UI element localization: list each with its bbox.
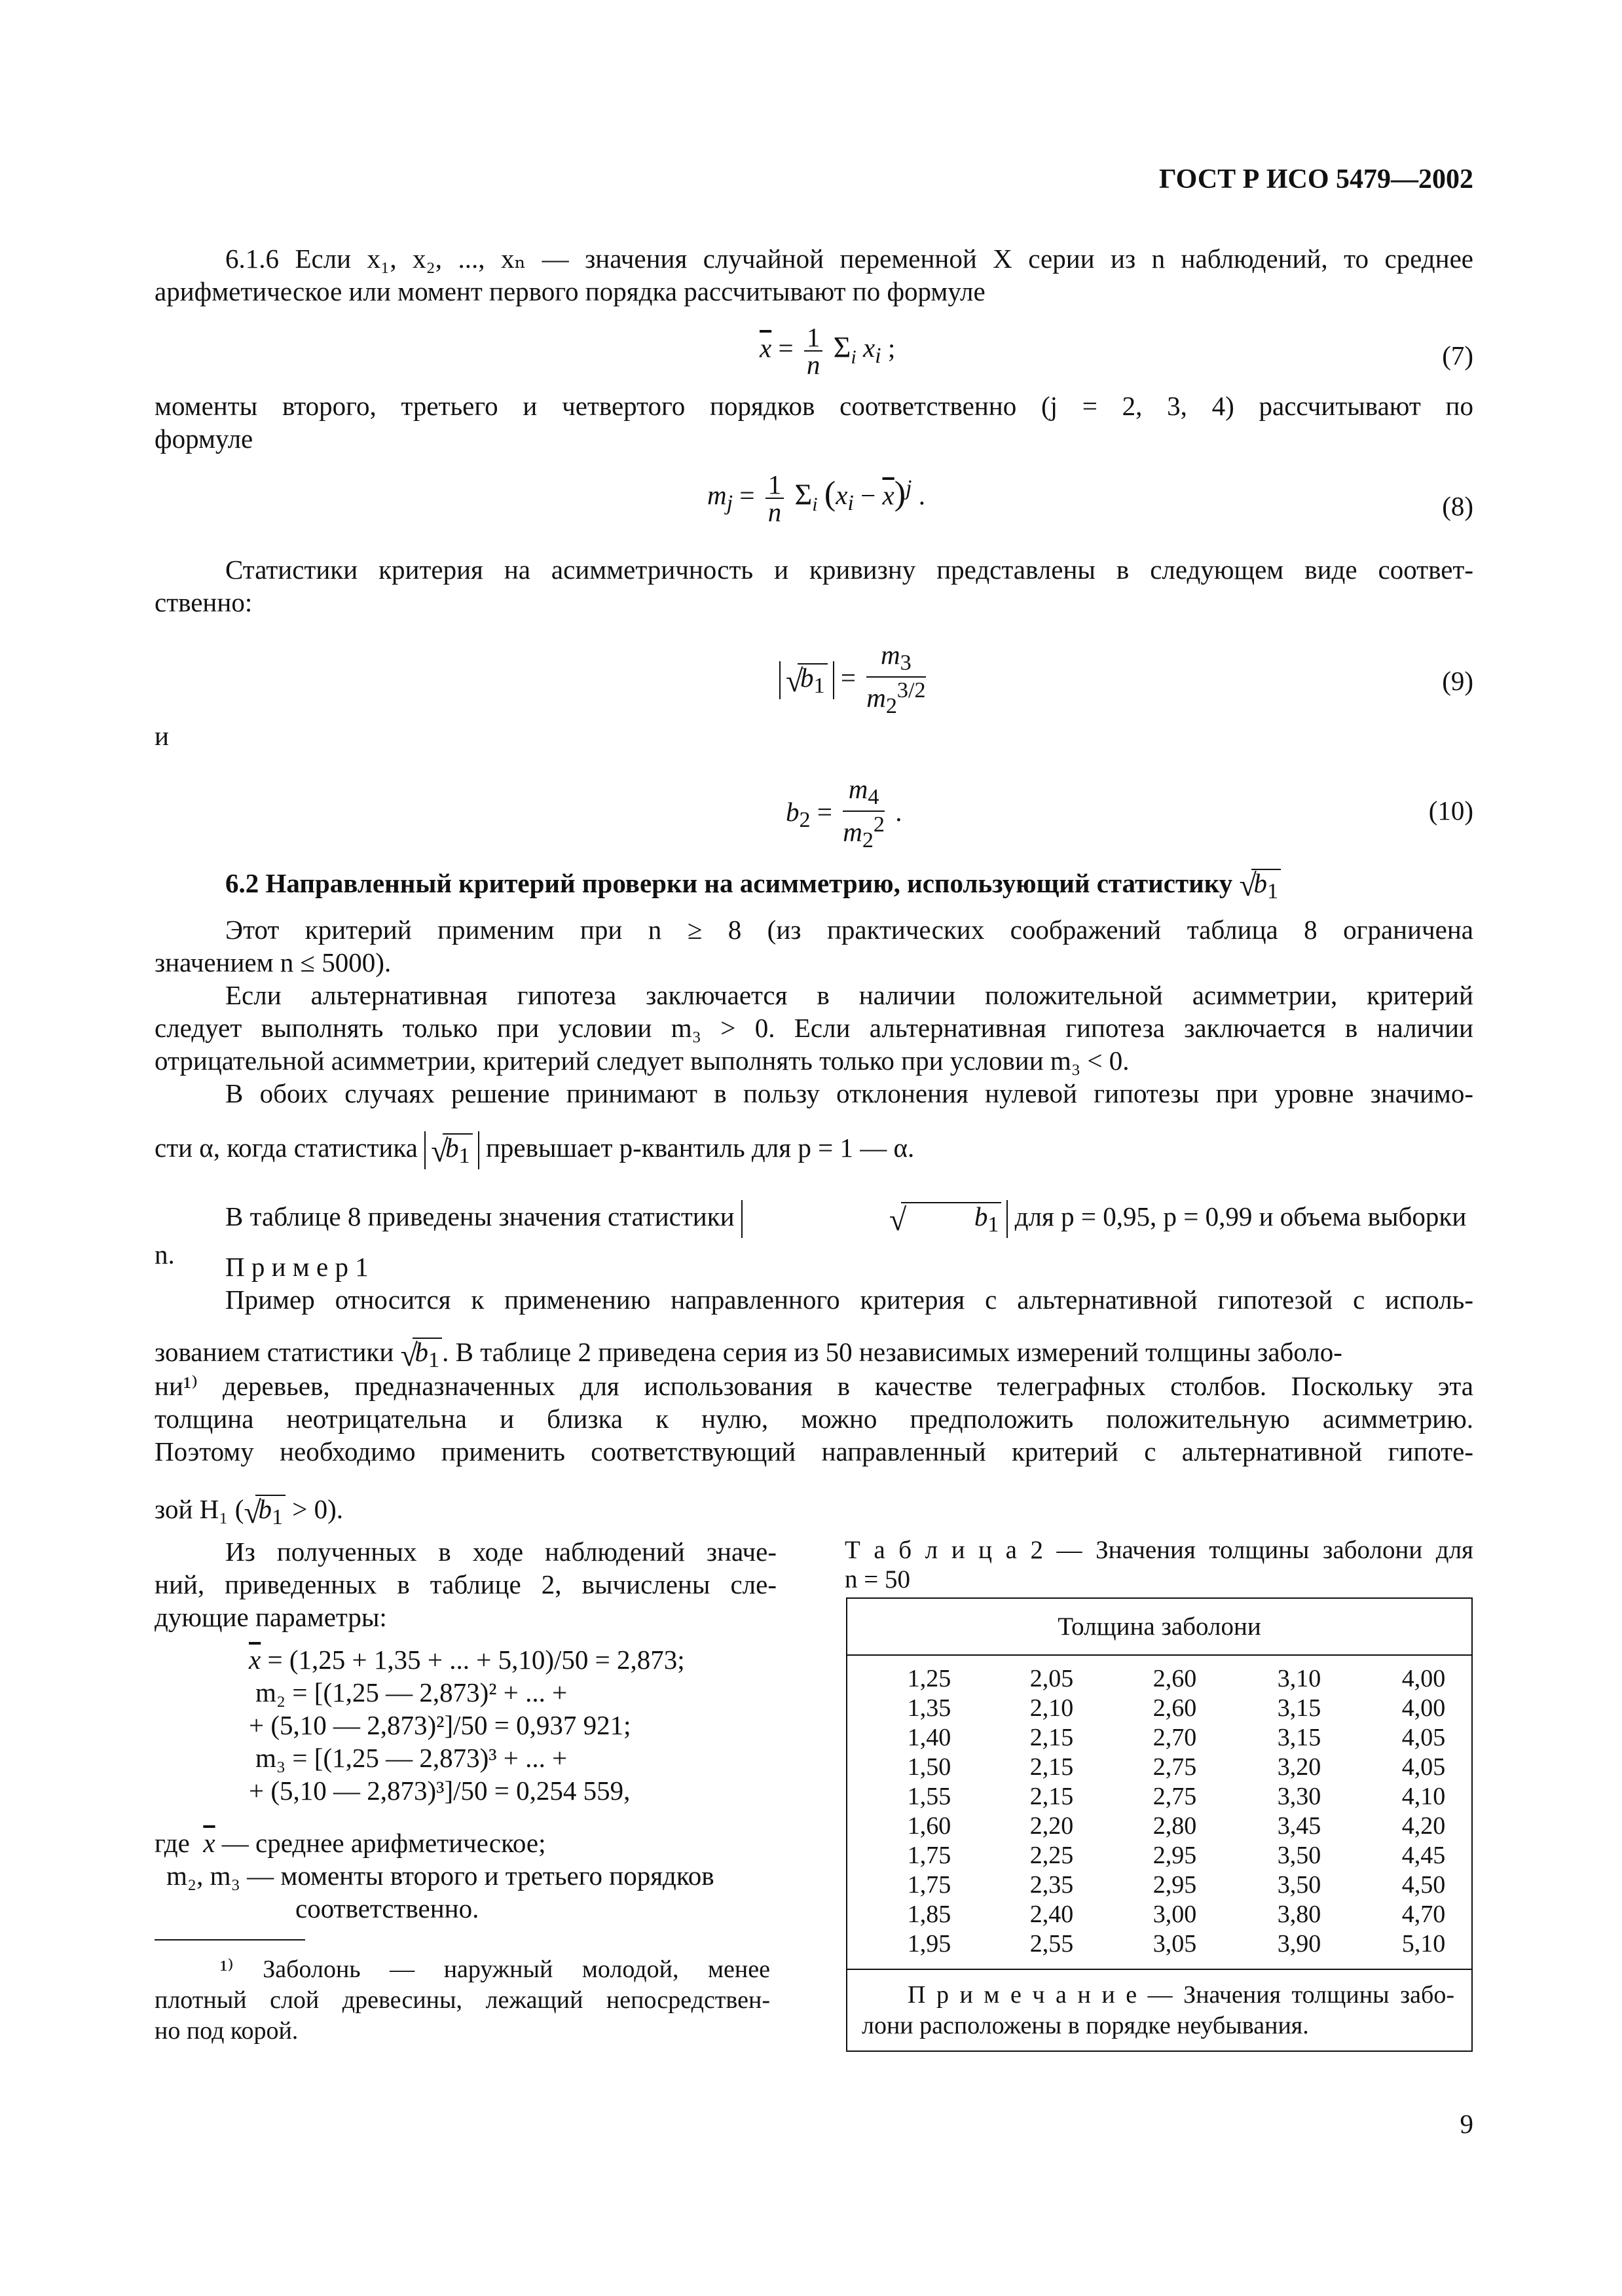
- table-cell: 2,15: [1029, 1753, 1074, 1781]
- table-cell: 4,00: [1401, 1694, 1446, 1722]
- table-cell: 2,20: [1029, 1812, 1074, 1840]
- table-note: П р и м е ч а н и е — Значения толщины забо- лони расположены в порядке неубывания.: [862, 1981, 1454, 2039]
- table-cell: 4,50: [1401, 1871, 1446, 1899]
- table-column: [1006, 1664, 1097, 1959]
- para-62-2-line3: отрицательной асимметрии, критерий следует выполнять только при условии m₃ < 0.: [155, 1046, 1130, 1076]
- table-cell: 1,75: [907, 1871, 951, 1899]
- table-cell: 4,10: [1401, 1783, 1446, 1810]
- table-cell: 3,90: [1277, 1930, 1321, 1958]
- table-caption: Т а б л и ц а 2 — Значения толщины заболони для n = 50: [845, 1536, 1473, 1594]
- para-62-2-line1: Если альтернативная гипотеза заключается в наличии положительной асимметрии, критерий: [225, 980, 1473, 1010]
- example-line4: толщина неотрицательна и близка к нулю, можно предположить положительную асимметрию.: [155, 1404, 1473, 1434]
- equation-10-number: (10): [1428, 795, 1473, 826]
- table-cell: 2,10: [1029, 1694, 1074, 1722]
- table-cell: 2,60: [1152, 1694, 1197, 1722]
- table-cell: 2,55: [1029, 1930, 1074, 1958]
- table-cell: 1,75: [907, 1842, 951, 1869]
- equation-9-number: (9): [1442, 666, 1473, 696]
- table-cell: 2,25: [1029, 1842, 1074, 1869]
- table-cell: 3,50: [1277, 1871, 1321, 1899]
- table-cell: 1,25: [907, 1665, 951, 1692]
- example-title: П р и м е р 1: [225, 1252, 369, 1282]
- table-body: [847, 1664, 1471, 1965]
- table-column: [1253, 1664, 1345, 1959]
- table-header: Толщина заболони: [847, 1599, 1471, 1656]
- para-62-1-line1: Этот критерий применим при n ≥ 8 (из практических соображений таблица 8 ограничена: [225, 915, 1473, 945]
- page-number: 9: [1460, 2109, 1473, 2139]
- table-2: [846, 1597, 1473, 2052]
- table-column: [883, 1664, 975, 1959]
- table-cell: 2,05: [1029, 1665, 1074, 1692]
- para-62-1-line2: значением n ≤ 5000).: [155, 947, 392, 977]
- table-cell: 2,35: [1029, 1871, 1074, 1899]
- table-cell: 3,10: [1277, 1665, 1321, 1692]
- table-cell: 4,70: [1401, 1901, 1446, 1928]
- para-62-3-line2: сти α, когда статистика √ $b_1$ превышает p-квантиль для p = 1 — α.: [155, 1133, 915, 1169]
- equation-9: √ $b_1$ = $\frac{m_3}{m_2^{3/2}}$: [779, 642, 930, 720]
- table-cell: 5,10: [1401, 1930, 1446, 1958]
- table-cell: 1,35: [907, 1694, 951, 1722]
- para-616-line1: 6.1.6 Если x₁, x₂, ..., xₙ — значения случайной переменной X серии из n наблюдений, то среднее: [225, 244, 1473, 274]
- table-cell: 3,00: [1152, 1901, 1197, 1928]
- table-cell: 2,75: [1152, 1783, 1197, 1810]
- equation-10: $b_2$ = $\frac{m_4}{m_2^2}$ .: [786, 774, 902, 853]
- table-cell: 2,15: [1029, 1783, 1074, 1810]
- equation-7: $\overline{x}$ = $\frac{1}{n}$ $\Sigma_i$ $x_i$ ;: [760, 322, 896, 380]
- table-cell: 2,75: [1152, 1753, 1197, 1781]
- example-line5: Поэтому необходимо применить соответствующий направленный критерий с альтернативной гипоте-: [155, 1436, 1473, 1467]
- equation-8-number: (8): [1442, 491, 1473, 521]
- table-cell: 1,50: [907, 1753, 951, 1781]
- table-note-divider: [847, 1969, 1471, 1970]
- table-cell: 3,15: [1277, 1694, 1321, 1722]
- example-line1: Пример относится к применению направленного критерия с альтернативной гипотезой с исполь-: [225, 1285, 1473, 1315]
- para-stats-line1: Статистики критерия на асимметричность и кривизну представлены в следующем виде соответ-: [225, 555, 1473, 585]
- table-cell: 2,80: [1152, 1812, 1197, 1840]
- table-cell: 4,45: [1401, 1842, 1446, 1869]
- table-cell: 3,05: [1152, 1930, 1197, 1958]
- equation-8: $m_j$ = $\frac{1}{n}$ $\Sigma_i$ $(x_i - \overline{x})^j$ .: [707, 469, 926, 527]
- table-cell: 3,45: [1277, 1812, 1321, 1840]
- where-block: где $\overline{x}$ — среднее арифметическое; m₂, m₃ — моменты второго и третьего порядков соответственно.: [155, 1828, 714, 1923]
- table-cell: 4,20: [1401, 1812, 1446, 1840]
- document-header: ГОСТ Р ИСО 5479—2002: [1158, 164, 1473, 194]
- table-cell: 1,60: [907, 1812, 951, 1840]
- left-para: Из полученных в ходе наблюдений значе- ний, приведенных в таблице 2, вычислены сле- дующие параметры:: [155, 1537, 777, 1632]
- example-line2: зованием статистики √ $b_1$. В таблице 2 приведена серия из 50 независимых измерений толщины заболо-: [155, 1337, 1342, 1374]
- table-cell: 4,05: [1401, 1724, 1446, 1751]
- calculations: $\overline{x} = (1,25 + 1,35$ + ... + 5,10)/50 = 2,873; m₂ = [(1,25 — 2,873)² + ... + + (5,10 — 2,873)²]/50 = 0,937 921; m₃ = [(1,25 — 2,873)³ + ... + + (5,10 — 2,873)³]/50 = 0,254 559,: [249, 1645, 685, 1806]
- table-column: [1129, 1664, 1221, 1959]
- table-cell: 2,70: [1152, 1724, 1197, 1751]
- table-cell: 1,85: [907, 1901, 951, 1928]
- example-line6: зой H₁ ( √ $b_1 > 0$).: [155, 1494, 344, 1531]
- table-cell: 4,00: [1401, 1665, 1446, 1692]
- table-cell: 2,95: [1152, 1842, 1197, 1869]
- table-cell: 1,95: [907, 1930, 951, 1958]
- table-cell: 3,80: [1277, 1901, 1321, 1928]
- table-cell: 2,60: [1152, 1665, 1197, 1692]
- footnote: ¹⁾ Заболонь — наружный молодой, менее плотный слой древесины, лежащий непосредствен- но под корой.: [155, 1956, 770, 2045]
- para-moments-line1: моменты второго, третьего и четвертого порядков соответственно (j = 2, 3, 4) рассчитывают по: [155, 391, 1473, 421]
- table-cell: 3,50: [1277, 1842, 1321, 1869]
- table-cell: 2,15: [1029, 1724, 1074, 1751]
- footnote-rule: [155, 1939, 305, 1941]
- table-cell: 3,15: [1277, 1724, 1321, 1751]
- para-62-2-line2: следует выполнять только при условии m₃ > 0. Если альтернативная гипотеза заключается в наличии: [155, 1013, 1473, 1043]
- table-cell: 1,40: [907, 1724, 951, 1751]
- example-line3: ни¹⁾ деревьев, предназначенных для использования в качестве телеграфных столбов. Поскольку эта: [155, 1371, 1473, 1401]
- conjunction-and: и: [155, 721, 169, 751]
- table-column: [1378, 1664, 1469, 1959]
- para-616-line2: арифметическое или момент первого порядка рассчитывают по формуле: [155, 276, 986, 306]
- para-stats-line2: ственно:: [155, 587, 253, 617]
- equation-7-number: (7): [1442, 340, 1473, 371]
- para-moments-line2: формуле: [155, 424, 253, 454]
- section-62-heading: 6.2 Направленный критерий проверки на асимметрию, использующий статистику √ $b_1$: [225, 867, 1281, 905]
- para-62-4: В таблице 8 приведены значения статистики √ $b_1$ для p = 0,95, p = 0,99 и объема выборки n.: [155, 1201, 1467, 1270]
- table-cell: 2,40: [1029, 1901, 1074, 1928]
- table-cell: 3,20: [1277, 1753, 1321, 1781]
- table-cell: 4,05: [1401, 1753, 1446, 1781]
- table-cell: 3,30: [1277, 1783, 1321, 1810]
- table-cell: 1,55: [907, 1783, 951, 1810]
- table-cell: 2,95: [1152, 1871, 1197, 1899]
- para-62-3-line1: В обоих случаях решение принимают в пользу отклонения нулевой гипотезы при уровне значимо-: [225, 1078, 1473, 1108]
